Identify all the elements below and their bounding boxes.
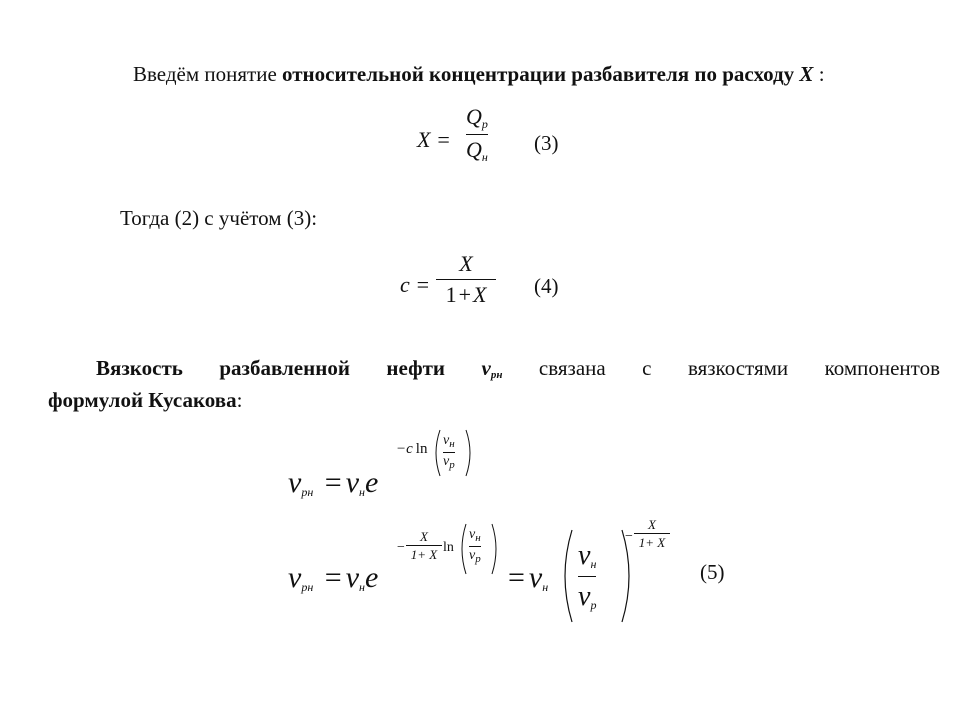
eq3-numerator: $Q_p$ bbox=[466, 104, 488, 131]
eq5b-rhs-start: = $\nu_н$ bbox=[508, 561, 549, 594]
eq5a-exp-fraction: $\nu_н$ $\nu_р$ bbox=[443, 433, 455, 471]
eq3-fraction-bar bbox=[466, 134, 488, 135]
nu-rn-symbol: νрн bbox=[481, 356, 503, 381]
eq3-fraction bbox=[466, 106, 488, 163]
eq5b-exp-fraction: X 1+ X bbox=[406, 530, 442, 561]
eq3-number: (3) bbox=[534, 131, 559, 155]
eq5a-exp-coefficient: −c ln bbox=[396, 441, 428, 457]
eq5b-exp-ln: ln bbox=[443, 540, 454, 555]
intro-variable: X bbox=[799, 62, 814, 86]
eq5b-lhs: $\nu_{рн} = \nu_нe$ bbox=[288, 561, 379, 594]
viscosity-paragraph-line1: Вязкость разбавленной нефти νрн связана с вязкостями компонентов bbox=[96, 356, 940, 381]
eq5a-lhs: $\nu_{рн} = \nu_нe$ bbox=[288, 466, 379, 499]
intro-prefix: Введём понятие bbox=[133, 62, 283, 86]
intro-suffix: : bbox=[813, 62, 825, 86]
eq4-fraction bbox=[436, 253, 496, 306]
intro-line bbox=[133, 62, 825, 86]
eq3-lhs: X = bbox=[417, 127, 451, 152]
eq5b-rhs-fraction: $\nu_н$ $\nu_р$ bbox=[578, 540, 597, 612]
eq4-lhs: c = bbox=[400, 272, 431, 297]
eq4-fraction-bar bbox=[436, 279, 496, 280]
intro-bold-term: относительной концентрации разбавителя по расходу bbox=[282, 62, 795, 86]
eq5b-outer-exp-minus: − bbox=[625, 529, 633, 544]
eq4-numerator: X bbox=[459, 251, 473, 276]
viscosity-paragraph-line2: формулой Кусакова: bbox=[48, 388, 243, 412]
eq5-number: (5) bbox=[700, 560, 725, 584]
eq5b-outer-exp-fraction: X 1+ X bbox=[634, 518, 670, 549]
then-text: Тогда (2) с учётом (3): bbox=[120, 206, 318, 230]
eq4-denominator: 1+X bbox=[445, 282, 487, 307]
eq5b-exp-inner-fraction: $\nu_н$ $\nu_р$ bbox=[469, 527, 481, 565]
eq4-number: (4) bbox=[534, 274, 559, 298]
eq5b-exp-minus: − bbox=[397, 540, 405, 555]
eq5a-exp-parentheses bbox=[432, 428, 492, 488]
eq3-denominator: $Q_н$ bbox=[466, 137, 488, 164]
